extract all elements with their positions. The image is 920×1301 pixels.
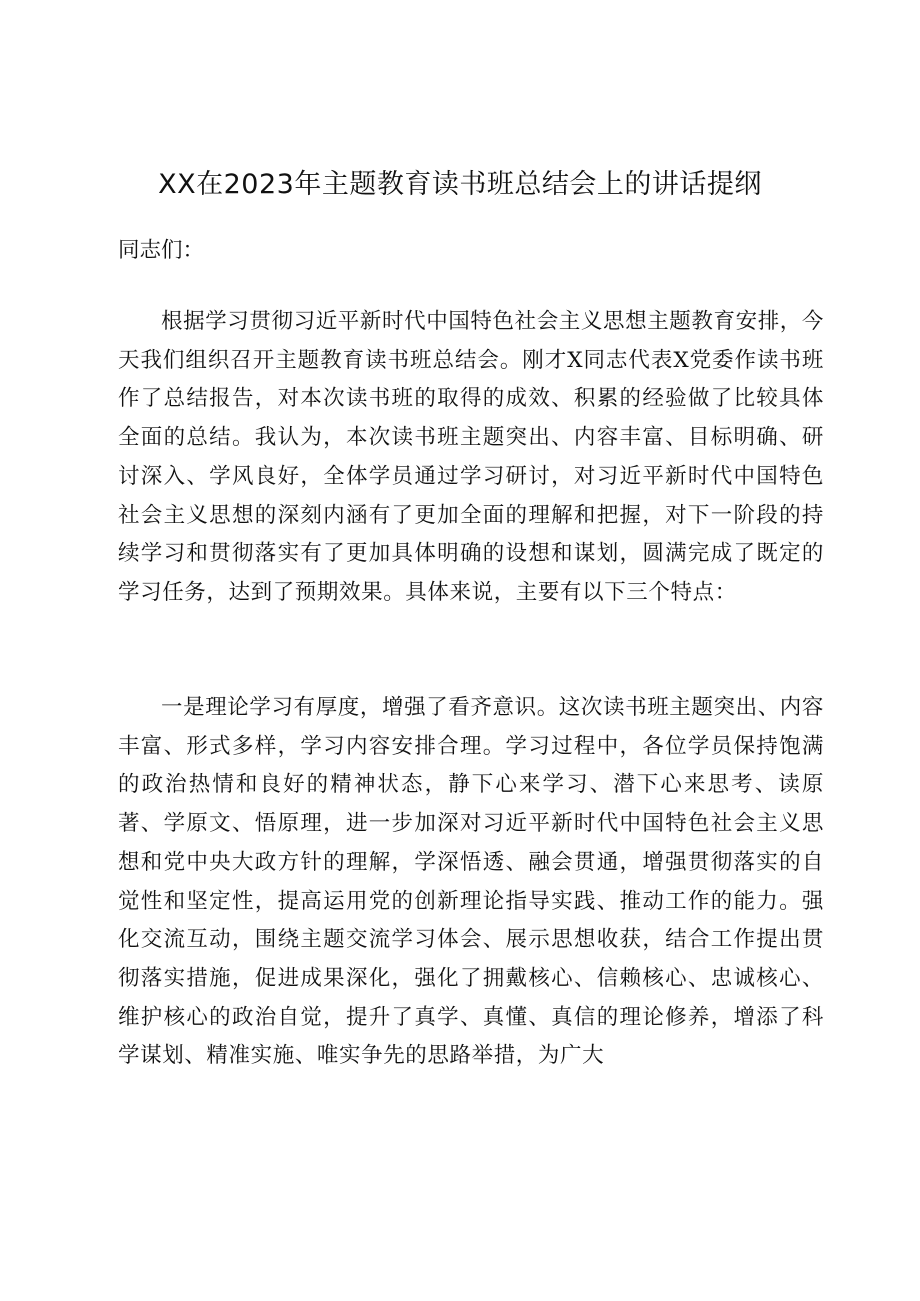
document-title: XX在2023年主题教育读书班总结会上的讲话提纲: [158, 169, 762, 200]
body-paragraph: 一是理论学习有厚度，增强了看齐意识。这次读书班主题突出、内容丰富、形式多样，学习内容安排合理。学习过程中，各位学员保持饱满的政治热情和良好的精神状态，静下心来学习、潜下心来思考、读原著、学原文、悟原理，进一步加深对习近平新时代中国特色社会主义思想和党中央大政方针的理解，学深悟透、融会贯通，增强贯彻落实的自觉性和坚定性，提高运用党的创新理论指导实践、推动工作的能力。强化交流互动，围绕主题交流学习体会、展示思想收获，结合工作提出贯彻落实措施，促进成果深化，强化了拥戴核心、信赖核心、忠诚核心、维护核心的政治自觉，提升了真学、真懂、真信的理论修养，增添了科学谋划、精准实施、唯实争先的思路举措，为广大: [118, 695, 825, 1069]
salutation: 同志们：: [118, 238, 205, 263]
body-paragraph: 根据学习贯彻习近平新时代中国特色社会主义思想主题教育安排，今天我们组织召开主题教育读书班总结会。刚才X同志代表X党委作读书班作了总结报告，对本次读书班的取得的成效、积累的经验做了比较具体全面的总结。我认为，本次读书班主题突出、内容丰富、目标明确、研讨深入、学风良好，全体学员通过学习研讨，对习近平新时代中国特色社会主义思想的深刻内涵有了更加全面的理解和把握，对下一阶段的持续学习和贯彻落实有了更加具体明确的设想和谋划，圆满完成了既定的学习任务，达到了预期效果。具体来说，主要有以下三个特点：: [118, 309, 825, 605]
